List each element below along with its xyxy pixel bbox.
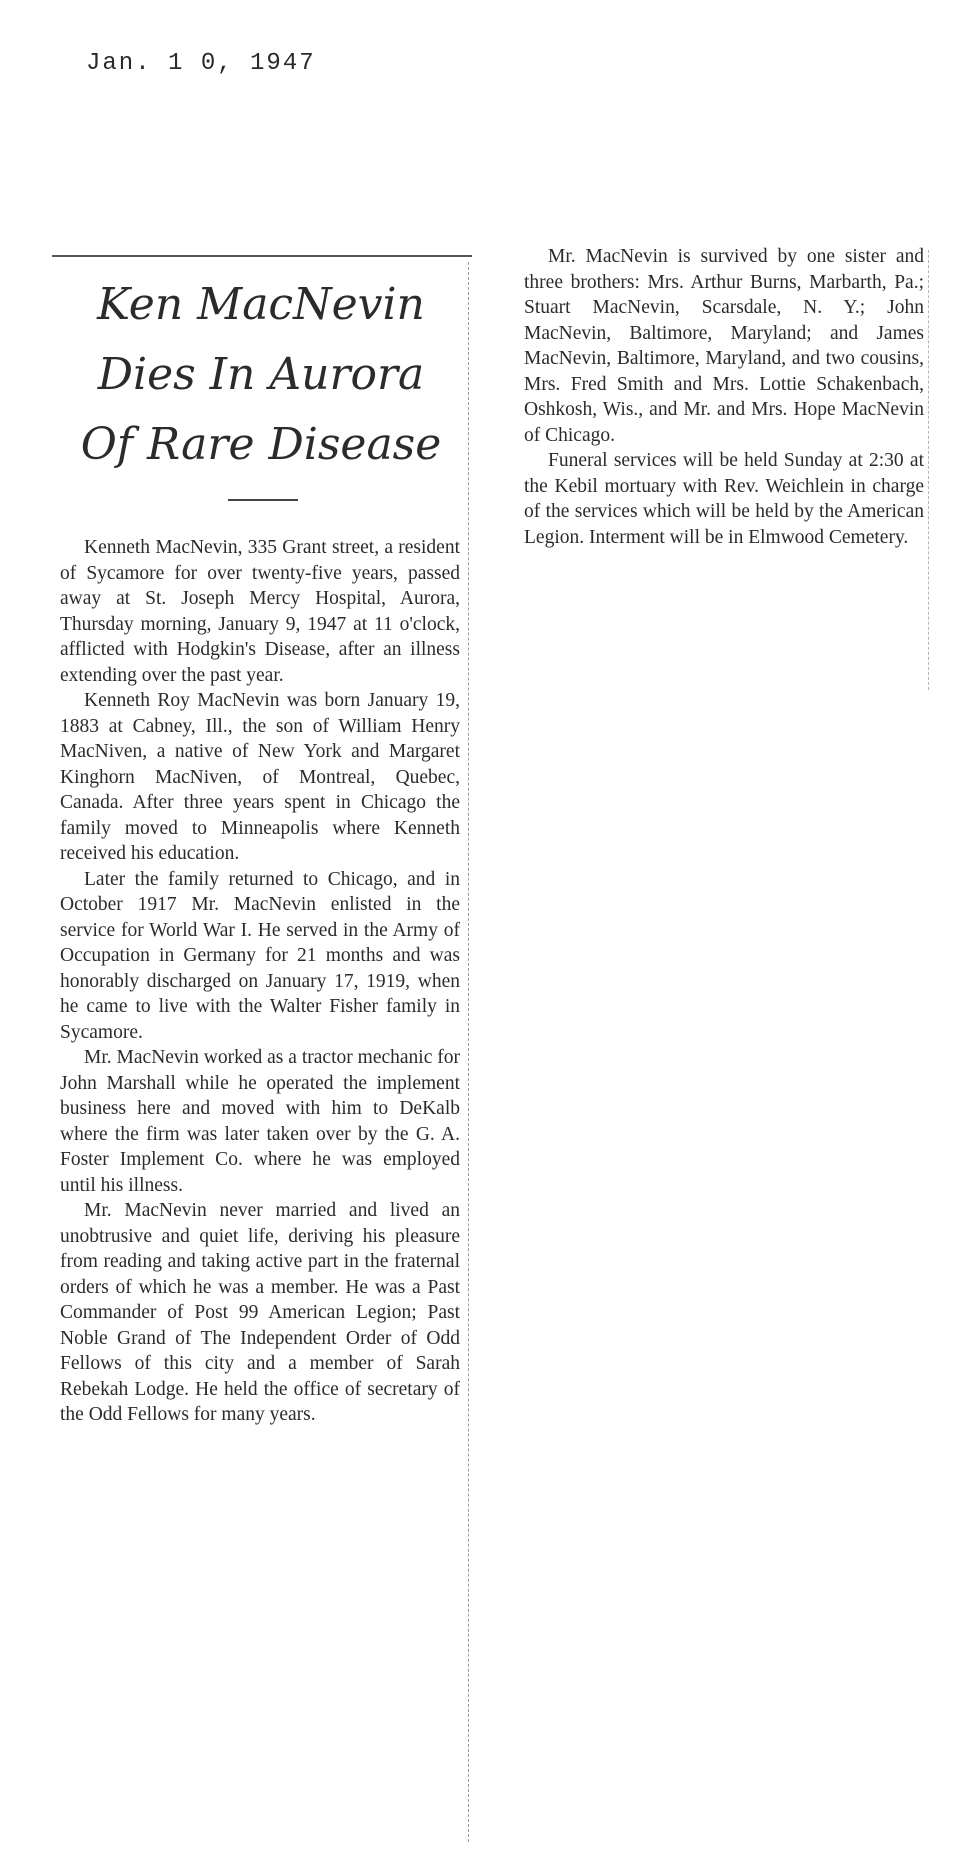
paragraph-survivors: Mr. MacNevin is survived by one sister and three brothers: Mrs. Arthur Burns, Marbarth, Pa.; Stuart MacNevin, Scarsdale, N. Y.; John MacNevin, Baltimore, Maryland; and James MacNevin, Baltimore, Maryland, and two cousins, Mrs. Fred Smith and Mrs. Lottie Schakenbach, Oshkosh, Wis., and Mr. and Mrs. Hope MacNevin of Chicago. [524, 246, 924, 446]
paragraph-funeral: Funeral services will be held Sunday at 2:30 at the Kebil mortuary with Rev. Weichlein in charge of the services which will be held by the American Legion. Interment will be in Elmwood Cemetery. [524, 450, 924, 548]
paragraph-1: Kenneth MacNevin, 335 Grant street, a resident of Sycamore for over twenty-five years, passed away at St. Joseph Mercy Hospital, Aurora, Thursday morning, January 9, 1947 at 11 o'clock, afflicted with Hodgkin's Disease, after an illness extending over the past year. [60, 537, 460, 686]
clipping-right-edge [468, 262, 469, 1842]
headline-line-1: Ken MacNevin [97, 279, 425, 330]
paragraph-5: Mr. MacNevin never married and lived an unobtrusive and quiet life, deriving his pleasure from reading and taking active part in the fraternal orders of which he was a member. He was a Past Commander of Post 99 American Legion; Past Noble Grand of The Independent Order of Odd Fellows of this city and a member of Sarah Rebekah Lodge. He held the office of secretary of the Odd Fellows for many years. [60, 1200, 460, 1425]
headline-divider [228, 499, 298, 501]
paragraph-3: Later the family returned to Chicago, and in October 1917 Mr. MacNevin enlisted in the service for World War I. He served in the Army of Occupation in Germany for 21 months and was honorably discharged on January 17, 1919, when he came to live with the Walter Fisher family in Sycamore. [60, 868, 460, 1043]
headline-line-3: Of Rare Disease [80, 419, 442, 470]
clipping-right-edge-second [928, 250, 929, 690]
headline [56, 270, 466, 480]
clipping-top-rule [52, 255, 472, 257]
headline-line-2: Dies In Aurora [97, 349, 425, 400]
paragraph-2: Kenneth Roy MacNevin was born January 19, 1883 at Cabney, Ill., the son of William Henry MacNiven, a native of New York and Margaret Kinghorn MacNiven, of Montreal, Quebec, Canada. After three years spent in Chicago the family moved to Minneapolis where Kenneth received his education. [60, 690, 460, 864]
article-left-column [60, 535, 460, 1428]
date-stamp: Jan. 1 0, 1947 [86, 50, 316, 77]
paragraph-4: Mr. MacNevin worked as a tractor mechanic for John Marshall while he operated the implement business here and moved with him to DeKalb where the firm was later taken over by the G. A. Foster Implement Co. where he was employed until his illness. [60, 1047, 460, 1196]
article-right-column [524, 244, 924, 550]
